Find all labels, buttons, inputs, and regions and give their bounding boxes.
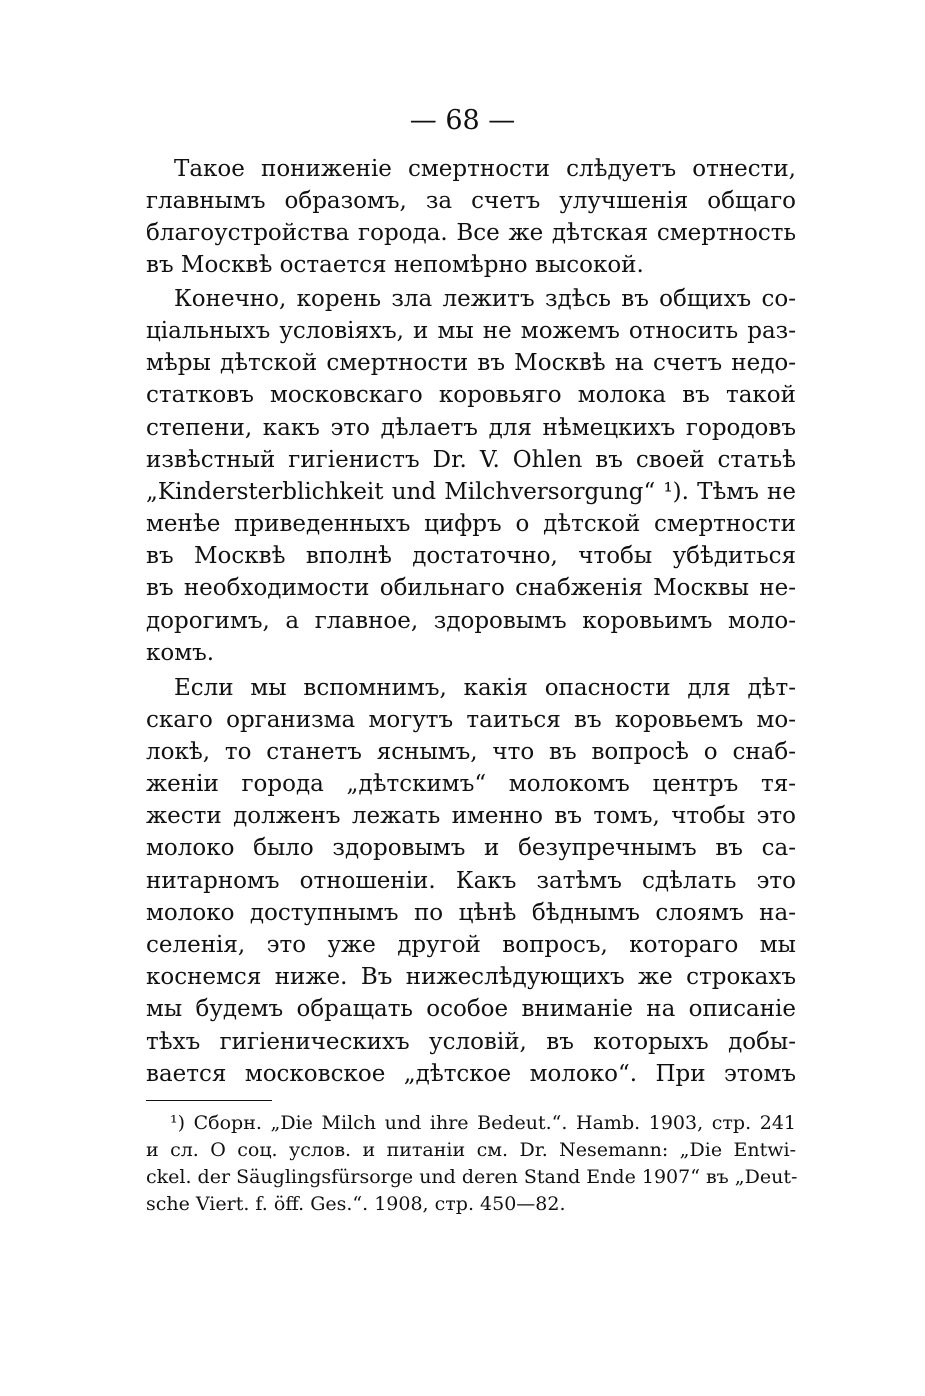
paragraph-3-line-9: селенія, это уже другой вопросъ, котораго мы [146, 932, 796, 958]
paragraph-3-line-12: тѣхъ гигіеническихъ условій, въ которыхъ добы- [146, 1029, 796, 1055]
page-number: — 68 — [409, 105, 516, 136]
footnote-line-4: sche Viert. f. öff. Ges.“. 1908, стр. 450—82. [146, 1193, 566, 1215]
paragraph-3-line-10: коснемся ниже. Въ нижеслѣдующихъ же строкахъ [146, 964, 796, 990]
paragraph-3-line-7: нитарномъ отношеніи. Какъ затѣмъ сдѣлать это [146, 868, 796, 894]
paragraph-3-line-13: вается московское „дѣтское молоко“. При этомъ [146, 1061, 796, 1087]
paragraph-3-line-2: скаго организма могутъ таиться въ коровьемъ мо- [146, 707, 796, 733]
paragraph-3-line-1: Если мы вспомнимъ, какія опасности для дѣт- [174, 675, 796, 701]
paragraph-2-line-9: въ Москвѣ вполнѣ достаточно, чтобы убѣдиться [146, 543, 796, 569]
paragraph-3-line-3: локѣ, то станетъ яснымъ, что въ вопросѣ о снаб- [146, 739, 796, 765]
paragraph-3-line-6: молоко было здоровымъ и безупречнымъ въ са- [146, 835, 796, 861]
paragraph-2-line-7: „Kindersterblichkeit und Milchversorgung“ ¹). Тѣмъ не [146, 479, 796, 505]
paragraph-2-line-10: въ необходимости обильнаго снабженія Москвы не- [146, 575, 796, 601]
paragraph-2-line-3: мѣры дѣтской смертности въ Москвѣ на счетъ недо- [146, 350, 796, 376]
paragraph-2-line-6: извѣстный гигіенистъ Dr. V. Ohlen въ своей статьѣ [146, 447, 796, 473]
paragraph-1-line-1: Такое пониженіе смертности слѣдуетъ отнести, [174, 156, 796, 182]
footnote-line-2: и сл. О соц. услов. и питаніи см. Dr. Nesemann: „Die Entwi- [146, 1139, 796, 1161]
footnote-line-3: ckel. der Säuglingsfürsorge und deren Stand Ende 1907“ въ „Deut- [146, 1166, 798, 1188]
paragraph-1-line-2: главнымъ образомъ, за счетъ улучшенія общаго [146, 188, 796, 214]
paragraph-2-line-5: степени, какъ это дѣлаетъ для нѣмецкихъ городовъ [146, 415, 796, 441]
paragraph-3-line-8: молоко доступнымъ по цѣнѣ бѣднымъ слоямъ на- [146, 900, 796, 926]
paragraph-2-line-11: дорогимъ, а главное, здоровымъ коровьимъ моло- [146, 608, 796, 634]
footnote-rule [146, 1100, 272, 1101]
paragraph-3-line-11: мы будемъ обращать особое вниманіе на описаніе [146, 996, 796, 1022]
paragraph-1-line-4: въ Москвѣ остается непомѣрно высокой. [146, 252, 644, 278]
paragraph-2-line-8: менѣе приведенныхъ цифръ о дѣтской смертности [146, 511, 796, 537]
paragraph-2-line-12: комъ. [146, 640, 215, 666]
paragraph-2-line-2: ціальныхъ условіяхъ, и мы не можемъ относить раз- [146, 318, 796, 344]
paragraph-1-line-3: благоустройства города. Все же дѣтская смертность [146, 220, 796, 246]
footnote-line-1: ¹) Сборн. „Die Milch und ihre Bedeut.“. Hamb. 1903, стр. 241 [170, 1112, 796, 1134]
paragraph-2-line-1: Конечно, корень зла лежитъ здѣсь въ общихъ со- [174, 286, 796, 312]
paragraph-3-line-4: женіи города „дѣтскимъ“ молокомъ центръ тя- [146, 771, 796, 797]
paragraph-3-line-5: жести долженъ лежать именно въ томъ, чтобы это [146, 803, 796, 829]
paragraph-2-line-4: статковъ московскаго коровьяго молока въ такой [146, 382, 796, 408]
